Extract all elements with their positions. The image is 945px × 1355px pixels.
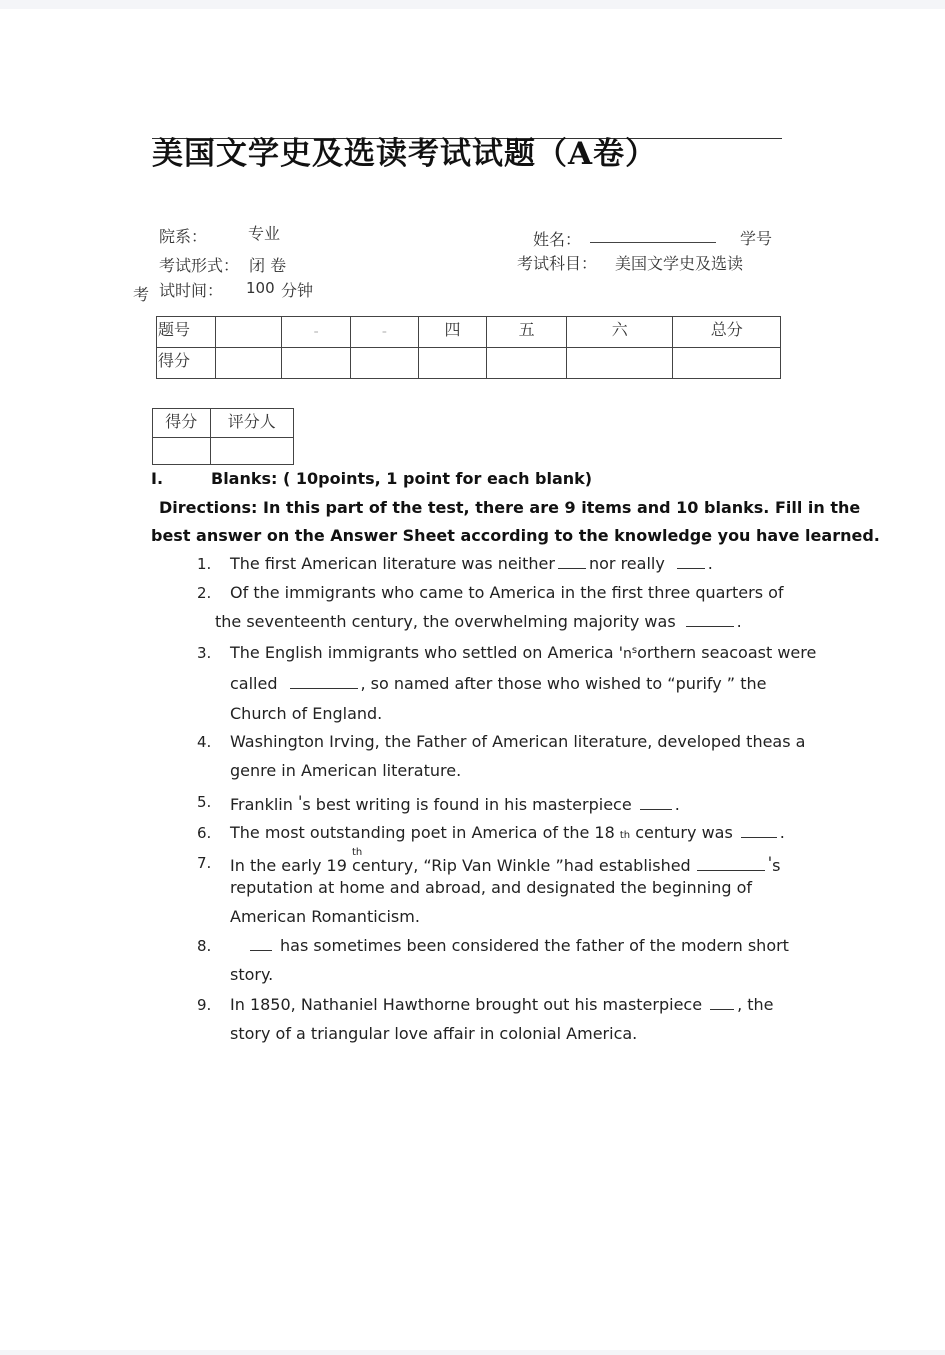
q5-text-b: s best writing is found in his masterpiece [302,795,632,814]
time-number: 100 [246,279,275,297]
q7-text-a: In the early 19 century, [230,856,419,875]
q6-subscript-th: th [619,830,631,841]
q2-line-2 [215,612,742,631]
name-blank-line[interactable] [590,242,716,243]
q9-line-2: story of a triangular love affair in colonial America. [230,1024,638,1043]
q7-number: 7. [197,854,212,872]
q3-text-2b: , so named after those who wished to [360,674,663,693]
section-heading: Blanks: ( 10points, 1 point for each blank) [211,469,593,488]
q7-right-quote: ” [555,856,564,875]
q2-end: . [736,612,742,631]
q6-text-b: century was [635,823,733,842]
q8-line-1 [247,936,789,955]
q3-left-quote: “ [667,674,676,693]
header-cell-6: 六 [567,317,673,348]
score-cell-3[interactable] [351,348,419,379]
grader-table [152,408,294,465]
q7-blank[interactable] [697,856,765,871]
q8-blank[interactable] [250,936,272,951]
q4-number: 4. [197,733,212,751]
header-cell-5: 五 [487,317,567,348]
q5-apostrophe: ' [297,792,303,811]
exam-form-value: 闭 卷 [249,256,287,275]
q4-text-1: Washington Irving, the Father of American literature, developed the [230,732,773,751]
q3-superscript-s: s [631,645,638,656]
row-label-question-number: 题号 [157,317,216,348]
q7-line-3: American Romanticism. [230,907,420,926]
bottom-band [0,1350,945,1355]
top-band [0,0,945,9]
score-cell-total[interactable] [673,348,781,379]
tiny-mark-2: = [313,328,319,336]
kao-char: 考 [133,285,150,304]
q7-text-d: s [772,856,781,875]
q3-number: 3. [197,644,212,662]
q9-line-1 [230,995,774,1014]
q7-superscript-th: th [352,847,363,858]
q3-right-quote: ” [726,674,736,693]
q3-line-1 [230,643,816,662]
department-label: 院系： [159,227,208,246]
q9-text-b: , the [737,995,774,1014]
q4-line-1 [230,732,805,751]
directions-line-2: best answer on the Answer Sheet according to the knowledge you have learned. [151,526,880,545]
q8-line-2: story. [230,965,274,984]
q5-text-a: Franklin [230,795,293,814]
question-5 [230,792,680,814]
score-cell-1[interactable] [215,348,282,379]
header-cell-4: 四 [418,317,487,348]
q9-number: 9. [197,996,212,1014]
question-1 [230,554,713,573]
q7-text-c: had established [563,856,691,875]
score-cell-4[interactable] [418,348,487,379]
q5-blank[interactable] [640,795,672,810]
q7-line-2: reputation at home and abroad, and designated the beginning of [230,878,752,897]
q3-line-2 [230,674,766,693]
directions-line-1: Directions: In this part of the test, there are 9 items and 10 blanks. Fill in the [159,498,861,517]
header-cell-total: 总分 [673,317,781,348]
header-cell-3 [351,317,419,348]
q7-left-quote: “ [423,856,432,875]
header-cell-1 [215,317,282,348]
q3-text-1a: The English immigrants who settled on America [230,643,614,662]
time-unit: 分钟 [281,281,314,300]
q1-blank-2[interactable] [677,554,705,569]
tiny-mark-3: = [381,328,387,336]
q4-line-2: genre in American literature. [230,761,462,780]
grader-score-label: 得分 [153,409,211,438]
score-cell-2[interactable] [282,348,351,379]
grader-score-cell[interactable] [153,438,211,465]
q3-apostrophe: ' [618,643,624,662]
page-title: 美国文学史及选读考试试题（A卷） [152,136,658,172]
q8-text-a: has sometimes been considered the father of the modern short [280,936,789,955]
q7-text-b: Rip Van Winkle [431,856,551,875]
q3-text-2c: the [740,674,767,693]
q6-number: 6. [197,824,212,842]
score-cell-5[interactable] [487,348,567,379]
q1-text-c: . [707,554,713,573]
question-6 [230,823,785,842]
q2-number: 2. [197,584,212,602]
q1-blank-1[interactable] [558,554,586,569]
q3-text-2a: called [230,674,278,693]
q3-purify: purify [675,674,722,693]
name-label: 姓名： [533,230,582,249]
score-cell-6[interactable] [567,348,673,379]
q2-line-1: Of the immigrants who came to America in the first three quarters of [230,583,784,602]
q3-small-n: n [623,646,632,662]
student-id-label: 学号 [740,229,773,248]
q5-text-c: . [674,795,680,814]
q3-blank[interactable] [290,674,358,689]
grader-name-label: 评分人 [210,409,293,438]
q7-line-1 [230,853,780,875]
subject-value: 美国文学史及选读 [615,254,744,273]
section-number: I. [151,469,164,488]
q1-text-b: nor really [588,554,665,573]
q1-text-a: The first American literature was neither [230,554,555,573]
q7-apostrophe: ' [767,853,773,872]
header-cell-2 [282,317,351,348]
q5-number: 5. [197,793,212,811]
q4-text-1b: as a [772,732,806,751]
exam-form-label: 考试形式： [159,256,240,275]
row-label-score: 得分 [157,348,216,379]
score-table [156,316,781,379]
q3-line-3: Church of England. [230,704,383,723]
q9-blank[interactable] [710,995,734,1010]
q3-text-1b: orthern seacoast were [637,643,817,662]
subject-label: 考试科目： [517,254,598,273]
major-label: 专业 [248,224,281,243]
q2-blank[interactable] [686,612,734,627]
q8-number: 8. [197,937,212,955]
q6-text-c: . [779,823,785,842]
q6-text-a: The most outstanding poet in America of the 18 [230,823,615,842]
q1-number: 1. [197,555,212,573]
q9-text-a: In 1850, Nathaniel Hawthorne brought out his masterpiece [230,995,703,1014]
q2-text: the seventeenth century, the overwhelming majority was [215,612,676,631]
time-label: 试时间： [159,281,224,300]
grader-name-cell[interactable] [210,438,293,465]
q6-blank[interactable] [741,823,777,838]
